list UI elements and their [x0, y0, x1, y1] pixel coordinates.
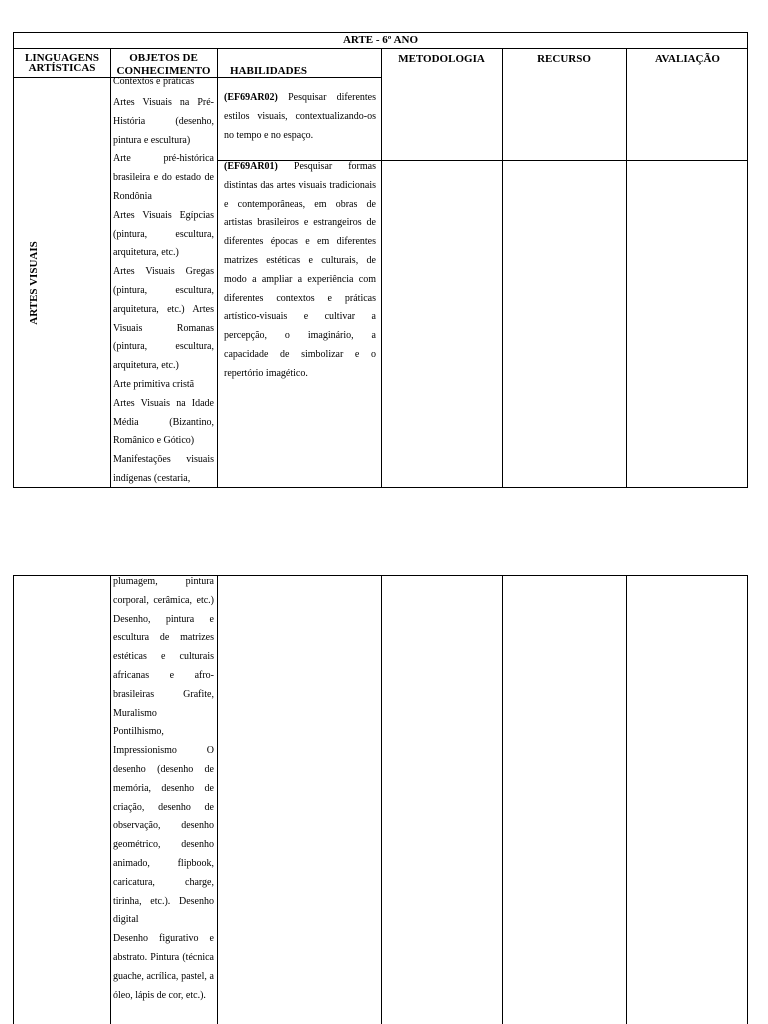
divider [626, 576, 627, 1024]
list-item: Contextos e práticas [113, 76, 195, 87]
language-label: ARTES VISUAIS [28, 241, 40, 325]
habilidade-ef69ar01: (EF69AR01) Pesquisar formas distintas das artes visuais tradicionais e contemporâneas, em obras de artistas brasileiros e estrangeiros de diferentes épocas e em diferentes matrizes estéticas e culturais, de modo a ampliar a experiência com diferentes contextos e práticas artístico-visuais e cultivar a percepção, o imaginário, a capacidade de simbolizar e o repertório imagético. [224, 161, 376, 379]
header-metodologia: METODOLOGIA [398, 53, 485, 65]
objetos-list-continued [113, 573, 214, 1005]
header-linguagens: LINGUAGENS ARTÍSTICAS [25, 52, 99, 74]
list-item: Artes Visuais Gregas (pintura, escultura, arquitetura, etc.) Artes Visuais Romanas (pintura, escultura, arquitetura, etc.) [113, 266, 214, 372]
divider [381, 48, 382, 487]
divider [217, 77, 381, 78]
curriculum-table-page-1 [13, 32, 748, 488]
list-item: Arte pré-histórica brasileira e do estado de Rondônia [113, 153, 214, 202]
header-avaliacao: AVALIAÇÃO [654, 53, 720, 65]
list-item: plumagem, pintura corporal, cerâmica, etc.) Desenho, pintura e escultura de matrizes estéticas e culturais africanas e afro-brasileiras Grafite, Muralismo [113, 576, 214, 719]
table-title: ARTE - 6º ANO [342, 34, 419, 46]
header-habilidades: HABILIDADES [230, 65, 308, 77]
divider [217, 576, 218, 1024]
divider [502, 48, 503, 487]
list-item: Pontilhismo, Impressionismo O desenho (desenho de memória, desenho de criação, desenho de observação, desenho geométrico, desenho animado, flipbook, caricatura, charge, tirinha, etc.). Desenho digital [113, 726, 214, 926]
list-item: Manifestações visuais indígenas (cestaria, [113, 454, 214, 484]
divider [502, 576, 503, 1024]
habilidade-ef69ar02: (EF69AR02) Pesquisar diferentes estilos visuais, contextualizando-os no tempo e no espaço. [224, 92, 376, 141]
divider [626, 48, 627, 487]
objetos-list [113, 76, 214, 489]
list-item: Artes Visuais na Pré-História (desenho, pintura e escultura) [113, 97, 214, 146]
header-recurso: RECURSO [537, 53, 591, 65]
header-objetos: OBJETOS DE CONHECIMENTO [116, 52, 211, 77]
divider [110, 48, 111, 487]
list-item: Artes Visuais na Idade Média (Bizantino, Românico e Gótico) [113, 397, 214, 447]
divider [381, 576, 382, 1024]
divider [217, 48, 218, 487]
list-item: Arte primitiva cristã [113, 378, 195, 390]
list-item: Desenho figurativo e abstrato. Pintura (técnica guache, acrílica, pastel, a óleo, lápis de cor, etc.). [113, 933, 214, 1001]
curriculum-table-page-2 [13, 575, 748, 1024]
list-item: Artes Visuais Egípcias (pintura, escultura, arquitetura, etc.) [113, 209, 214, 259]
divider [110, 576, 111, 1024]
